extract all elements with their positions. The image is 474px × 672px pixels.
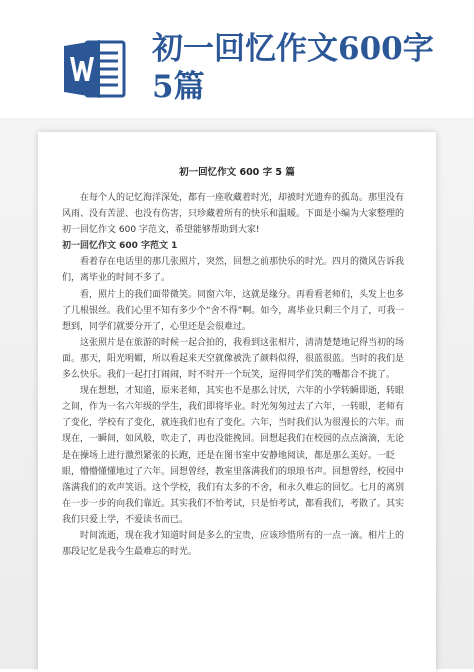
banner [0, 0, 474, 110]
paragraph: 这张照片是在旅游的时候一起合拍的，我看到这张相片，清清楚楚地记得当初的场面。那天，阳光明媚，所以看起来天空就像被洗了颜料似得，很蓝很蓝。当时的我们是多么快乐。我们一起打打闹闹，时不时开一个玩笑，逗得同学们笑的嘴都合不拢了。 [62, 337, 405, 381]
document-body [62, 190, 412, 560]
paragraph: 现在想想，才知道，原来老师，其实也不是那么讨厌，六年的小学转瞬即逝，转眼之间，作为一名六年级的学生，我们即将毕业。时光匆匆过去了六年，一转眼，老师有了变化，学校有了变化，就连我们也有了变化。六年，当时我们认为很漫长的六年。而现在，一瞬间，如风般，吹走了，再也没能挽回。回想起我们在校园的点点滴滴，无论是在操场上进行激烈紧张的长跑，还是在图书室中安静地阅读，都是那么美好。一眨眼，懵懵懂懂地过了六年。回想曾经，教室里落满我们的琅琅书声。回想曾经，校园中落满我们的欢声笑语。这个学校，我们有太多的不舍，和永久难忘的回忆。七月的离别在一步一步的向我们靠近。其实我们不怕考试，只是怕考试，都看我们，考散了。其实我们只爱上学，不爱读书而已。 [62, 386, 405, 525]
paragraph: 看，照片上的我们面带微笑。同窗六年，这就是缘分。再看看老师们，头发上也多了几根银丝。我们心里不知有多少个“舍不得”啊。如今，离毕业只剩三个月了，可我一想到，同学们就要分开了，心里还是会很难过。 [62, 289, 405, 332]
paragraph: 看着存在电话里的那几张照片，突然，回想之前那快乐的时光。四月的微风告诉我们，离毕业的时间不多了。 [62, 257, 405, 284]
document-page [38, 132, 436, 672]
word-document-icon [62, 36, 128, 102]
section-heading: 初一回忆作文 600 字范文 1 [62, 241, 178, 252]
paragraph: 时间流逝，现在我才知道时间是多么的宝贵，应该珍惜所有的一点一滴。相片上的那段记忆是我今生最难忘的时光。 [62, 530, 405, 558]
banner-title: 初一回忆作文600字5篇 [152, 31, 434, 105]
paragraph: 在每个人的记忆海洋深处，都有一座收藏着时光，却被时光遗弃的孤岛。那里没有风雨、没有苦涩、也没有伤害，只珍藏着所有的快乐和温暖。下面是小编为大家整理的初一回忆作文 600 字范文，希望能够帮助到大家! [62, 193, 405, 236]
document-title: 初一回忆作文 600 字 5 篇 [179, 167, 295, 178]
